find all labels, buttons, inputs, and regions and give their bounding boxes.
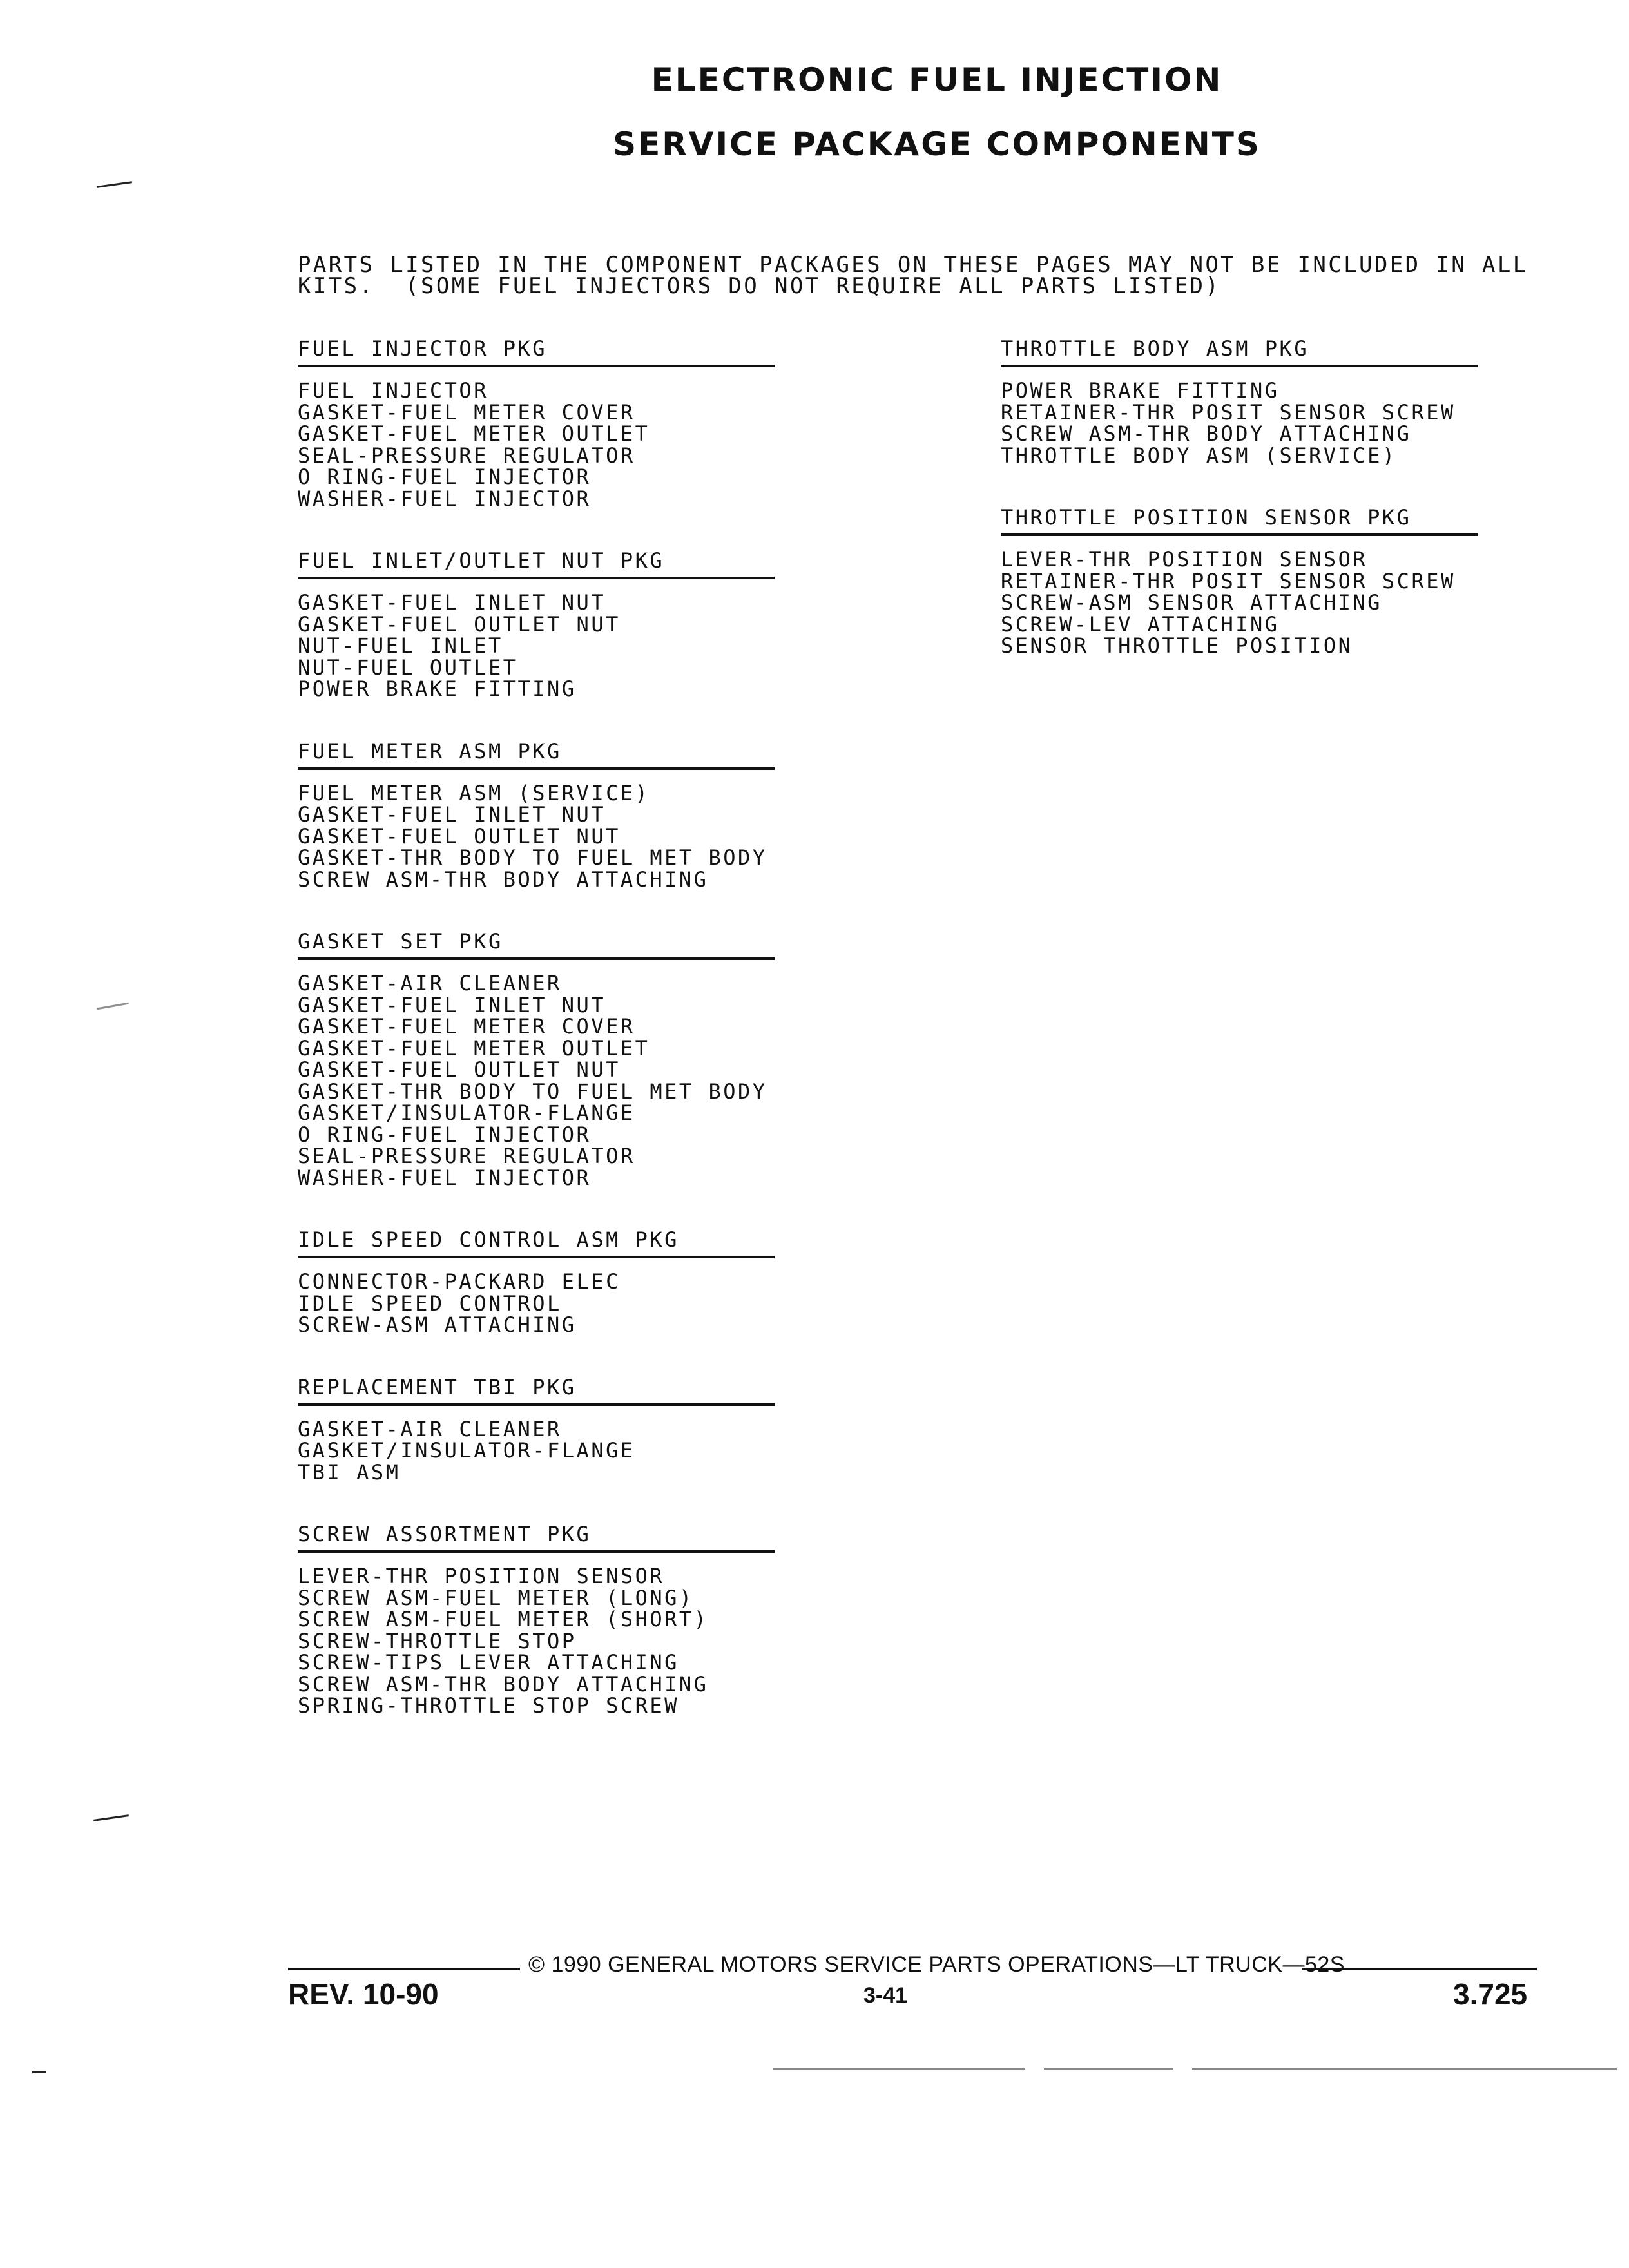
package-block [298, 739, 775, 891]
package-item: SCREW ASM-FUEL METER (LONG) [298, 1585, 694, 1610]
package-item: NUT-FUEL INLET [298, 633, 503, 658]
package-item-list [298, 1416, 775, 1485]
package-title: THROTTLE BODY ASM PKG [1001, 336, 1478, 367]
package-item: GASKET-FUEL METER COVER [298, 1014, 635, 1039]
package-item: WASHER-FUEL INJECTOR [298, 1165, 592, 1190]
package-item: FUEL INJECTOR [298, 378, 488, 403]
package-block [1001, 505, 1478, 657]
package-block [298, 336, 775, 510]
package-item: O RING-FUEL INJECTOR [298, 465, 592, 489]
package-block [298, 929, 775, 1189]
package-item-list [1001, 380, 1478, 466]
package-item-list [298, 380, 775, 510]
package-block [298, 1522, 775, 1717]
scan-rule [1192, 2068, 1617, 2070]
package-item: POWER BRAKE FITTING [298, 677, 577, 701]
package-item: RETAINER-THR POSIT SENSOR SCREW [1001, 568, 1456, 593]
package-item: TBI ASM [298, 1459, 401, 1485]
package-block [298, 1375, 775, 1484]
package-item: GASKET-FUEL OUTLET NUT [298, 1057, 621, 1082]
footer-rule-left [288, 1968, 520, 1970]
footer-page-number: 3-41 [863, 1983, 908, 2008]
package-title: GASKET SET PKG [298, 929, 775, 960]
package-item: GASKET/INSULATOR-FLANGE [298, 1438, 635, 1463]
package-item-list [298, 1566, 775, 1717]
package-item: THROTTLE BODY ASM (SERVICE) [1001, 443, 1397, 468]
scan-mark [93, 1814, 129, 1821]
package-item-list [298, 592, 775, 700]
package-title: IDLE SPEED CONTROL ASM PKG [298, 1227, 775, 1258]
package-block [1001, 336, 1478, 466]
package-item: GASKET-FUEL METER OUTLET [298, 1035, 650, 1061]
package-item: LEVER-THR POSITION SENSOR [1001, 547, 1368, 572]
scan-mark [32, 2071, 46, 2073]
document-title: ELECTRONIC FUEL INJECTION [651, 61, 1223, 99]
package-title: FUEL INJECTOR PKG [298, 336, 775, 367]
package-item: SEAL-PRESSURE REGULATOR [298, 443, 635, 468]
package-item: NUT-FUEL OUTLET [298, 655, 518, 680]
package-item: O RING-FUEL INJECTOR [298, 1122, 592, 1147]
package-item: SCREW-ASM SENSOR ATTACHING [1001, 590, 1382, 615]
package-item: SCREW-LEV ATTACHING [1001, 611, 1280, 637]
footer-copyright: © 1990 GENERAL MOTORS SERVICE PARTS OPERATIONS—LT TRUCK—52S [528, 1952, 1345, 1977]
package-item: SCREW-TIPS LEVER ATTACHING [298, 1650, 679, 1675]
intro-line-2: KITS. (SOME FUEL INJECTORS DO NOT REQUIRE ALL PARTS LISTED) [298, 273, 1221, 299]
package-item: GASKET-THR BODY TO FUEL MET BODY [298, 845, 767, 870]
package-title: SCREW ASSORTMENT PKG [298, 1522, 775, 1553]
package-item: GASKET-AIR CLEANER [298, 971, 562, 995]
scan-rule [1044, 2068, 1173, 2070]
footer-section-number: 3.725 [1453, 1977, 1528, 2011]
intro-note [298, 252, 1535, 299]
package-item: GASKET-FUEL INLET NUT [298, 992, 606, 1017]
package-item: SCREW ASM-THR BODY ATTACHING [1001, 421, 1412, 446]
scan-rule [773, 2068, 1025, 2070]
package-item: SCREW ASM-FUEL METER (SHORT) [298, 1607, 709, 1631]
package-item-list [298, 973, 775, 1189]
package-item: GASKET-FUEL INLET NUT [298, 590, 606, 615]
package-item: SEAL-PRESSURE REGULATOR [298, 1144, 635, 1168]
package-item: GASKET-FUEL METER COVER [298, 399, 635, 425]
package-item: POWER BRAKE FITTING [1001, 378, 1280, 403]
package-item: FUEL METER ASM (SERVICE) [298, 780, 650, 805]
package-item: GASKET-FUEL METER OUTLET [298, 421, 650, 446]
package-item: GASKET-AIR CLEANER [298, 1416, 562, 1441]
right-package-column [1001, 336, 1478, 696]
package-item: RETAINER-THR POSIT SENSOR SCREW [1001, 399, 1456, 425]
footer-revision: REV. 10-90 [288, 1977, 439, 2011]
package-item-list [298, 780, 775, 892]
package-block [298, 548, 775, 700]
package-item: WASHER-FUEL INJECTOR [298, 486, 592, 511]
package-item: SCREW-THROTTLE STOP [298, 1628, 577, 1653]
document-subtitle: SERVICE PACKAGE COMPONENTS [613, 126, 1261, 163]
left-package-column [298, 336, 775, 1756]
package-item: SCREW ASM-THR BODY ATTACHING [298, 867, 709, 892]
package-item: SENSOR THROTTLE POSITION [1001, 633, 1353, 658]
package-item: IDLE SPEED CONTROL [298, 1291, 562, 1316]
package-item: GASKET/INSULATOR-FLANGE [298, 1100, 635, 1125]
package-item: GASKET-THR BODY TO FUEL MET BODY [298, 1079, 767, 1104]
package-item: SPRING-THROTTLE STOP SCREW [298, 1693, 679, 1718]
package-item-list [1001, 549, 1478, 657]
package-item: GASKET-FUEL INLET NUT [298, 802, 606, 827]
package-item: SCREW ASM-THR BODY ATTACHING [298, 1671, 709, 1696]
package-title: REPLACEMENT TBI PKG [298, 1375, 775, 1406]
scan-mark [97, 1003, 129, 1010]
scan-mark [97, 181, 132, 188]
package-item: GASKET-FUEL OUTLET NUT [298, 823, 621, 849]
package-item: GASKET-FUEL OUTLET NUT [298, 611, 621, 637]
package-title: FUEL INLET/OUTLET NUT PKG [298, 548, 775, 579]
package-title: THROTTLE POSITION SENSOR PKG [1001, 505, 1478, 536]
package-item: SCREW-ASM ATTACHING [298, 1312, 577, 1337]
intro-line-1: PARTS LISTED IN THE COMPONENT PACKAGES ON THESE PAGES MAY NOT BE INCLUDED IN ALL [298, 252, 1528, 278]
package-block [298, 1227, 775, 1336]
package-item: CONNECTOR-PACKARD ELEC [298, 1269, 621, 1294]
package-title: FUEL METER ASM PKG [298, 739, 775, 770]
package-item: LEVER-THR POSITION SENSOR [298, 1564, 665, 1588]
package-item-list [298, 1271, 775, 1336]
